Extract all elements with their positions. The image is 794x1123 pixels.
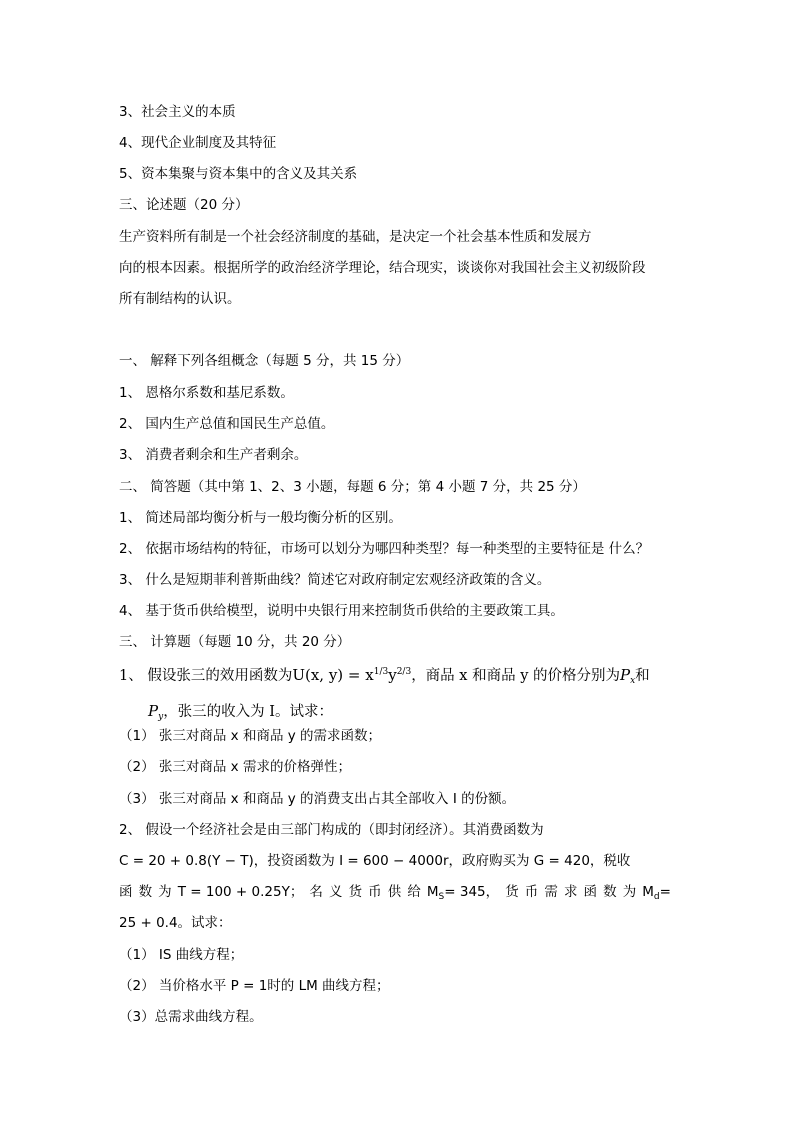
list-item: （3）总需求曲线方程。 <box>119 1009 263 1025</box>
justified-word: 义 <box>329 884 343 900</box>
justified-word: $M_d=$ <box>642 884 671 902</box>
list-item: 1、 简述局部均衡分析与一般均衡分析的区别。 <box>119 510 402 526</box>
justified-word: 数 <box>603 884 617 900</box>
question-line <box>148 702 333 726</box>
section-heading: 三、 计算题（每题 10 分，共 20 分） <box>119 634 351 650</box>
justified-word: 币 <box>368 884 382 900</box>
justified-word: 需 <box>544 884 558 900</box>
price-y: $P_y$ <box>148 702 164 722</box>
list-item: 2、 国内生产总值和国民生产总值。 <box>119 416 335 432</box>
question-text: ，张三的收入为 I。试求： <box>163 704 334 720</box>
list-item: 4、 基于货币供给模型，说明中央银行用来控制货币供给的主要政策工具。 <box>119 603 564 619</box>
justified-word: 币 <box>524 884 539 900</box>
justified-word: 函 <box>119 884 133 900</box>
list-item: 3、 消费者剩余和生产者剩余。 <box>119 447 308 463</box>
justified-word: T = 100 + 0.25Y； <box>177 884 304 900</box>
list-item: 2、 假设一个经济社会是由三部门构成的（即封闭经济）。其消费函数为 <box>119 822 544 838</box>
list-item: （2） 张三对商品 x 需求的价格弹性； <box>119 759 351 775</box>
list-item: （1） IS 曲线方程； <box>119 947 244 963</box>
justified-word: 为 <box>158 884 172 900</box>
text-line: 25 + 0.4。试求： <box>119 915 232 931</box>
list-item: 3、 什么是短期菲利普斯曲线？简述它对政府制定宏观经济政策的含义。 <box>119 572 551 588</box>
list-item: （1） 张三对商品 x 和商品 y 的需求函数； <box>119 728 382 744</box>
justified-word: $M_S= 345$， <box>426 884 500 902</box>
justified-word: 供 <box>387 884 402 900</box>
text-line: 所有制结构的认识。 <box>119 291 241 307</box>
text-line: 4、现代企业制度及其特征 <box>119 135 277 151</box>
justified-word: 求 <box>563 884 578 900</box>
justified-word: 数 <box>138 884 153 900</box>
list-item: （2） 当价格水平 P = 1时的 LM 曲线方程； <box>119 978 390 994</box>
section-heading: 一、 解释下列各组概念（每题 5 分，共 15 分） <box>119 353 410 369</box>
utility-function: U(x, $y) = x^{1/3}y^{2/3}$ <box>292 666 412 684</box>
justified-word: 为 <box>622 884 637 900</box>
text-line: 向的根本因素。根据所学的政治经济学理论，结合现实，谈谈你对我国社会主义初级阶段 <box>119 260 646 276</box>
question-text: 1、 假设张三的效用函数为 <box>119 668 293 684</box>
section-heading: 二、 简答题（其中第 1、2、3 小题，每题 6 分；第 4 小题 7 分，共 25 分） <box>119 479 586 495</box>
question-text: ，商品 x 和商品 y 的价格分别为 <box>411 668 620 684</box>
list-item: 2、 依据市场结构的特征，市场可以划分为哪四种类型？每一种类型的主要特征是 什么？ <box>119 541 650 557</box>
justified-word: 货 <box>348 884 363 900</box>
justified-word: 函 <box>583 884 598 900</box>
list-item: 1、 恩格尔系数和基尼系数。 <box>119 385 294 401</box>
text-line: 5、资本集聚与资本集中的含义及其关系 <box>119 166 358 182</box>
justified-word: 名 <box>309 884 323 900</box>
text-line: C = 20 + 0.8(Y − T)，投资函数为 I = 600 − 4000r，政府购买为 G = 420，税收 <box>119 853 631 869</box>
text-line: 生产资料所有制是一个社会经济制度的基础，是决定一个社会基本性质和发展方 <box>119 229 592 245</box>
question-line <box>119 663 650 690</box>
justified-word: 货 <box>505 884 519 900</box>
list-item: （3） 张三对商品 x 和商品 y 的消费支出占其全部收入 I 的份额。 <box>119 791 516 807</box>
question-text: 和 <box>635 668 650 684</box>
justified-word: 给 <box>407 884 421 900</box>
section-heading: 三、论述题（20 分） <box>119 197 249 213</box>
price-x: $P_x$ <box>620 666 636 686</box>
justified-text-line <box>119 883 671 906</box>
text-line: 3、社会主义的本质 <box>119 104 236 120</box>
